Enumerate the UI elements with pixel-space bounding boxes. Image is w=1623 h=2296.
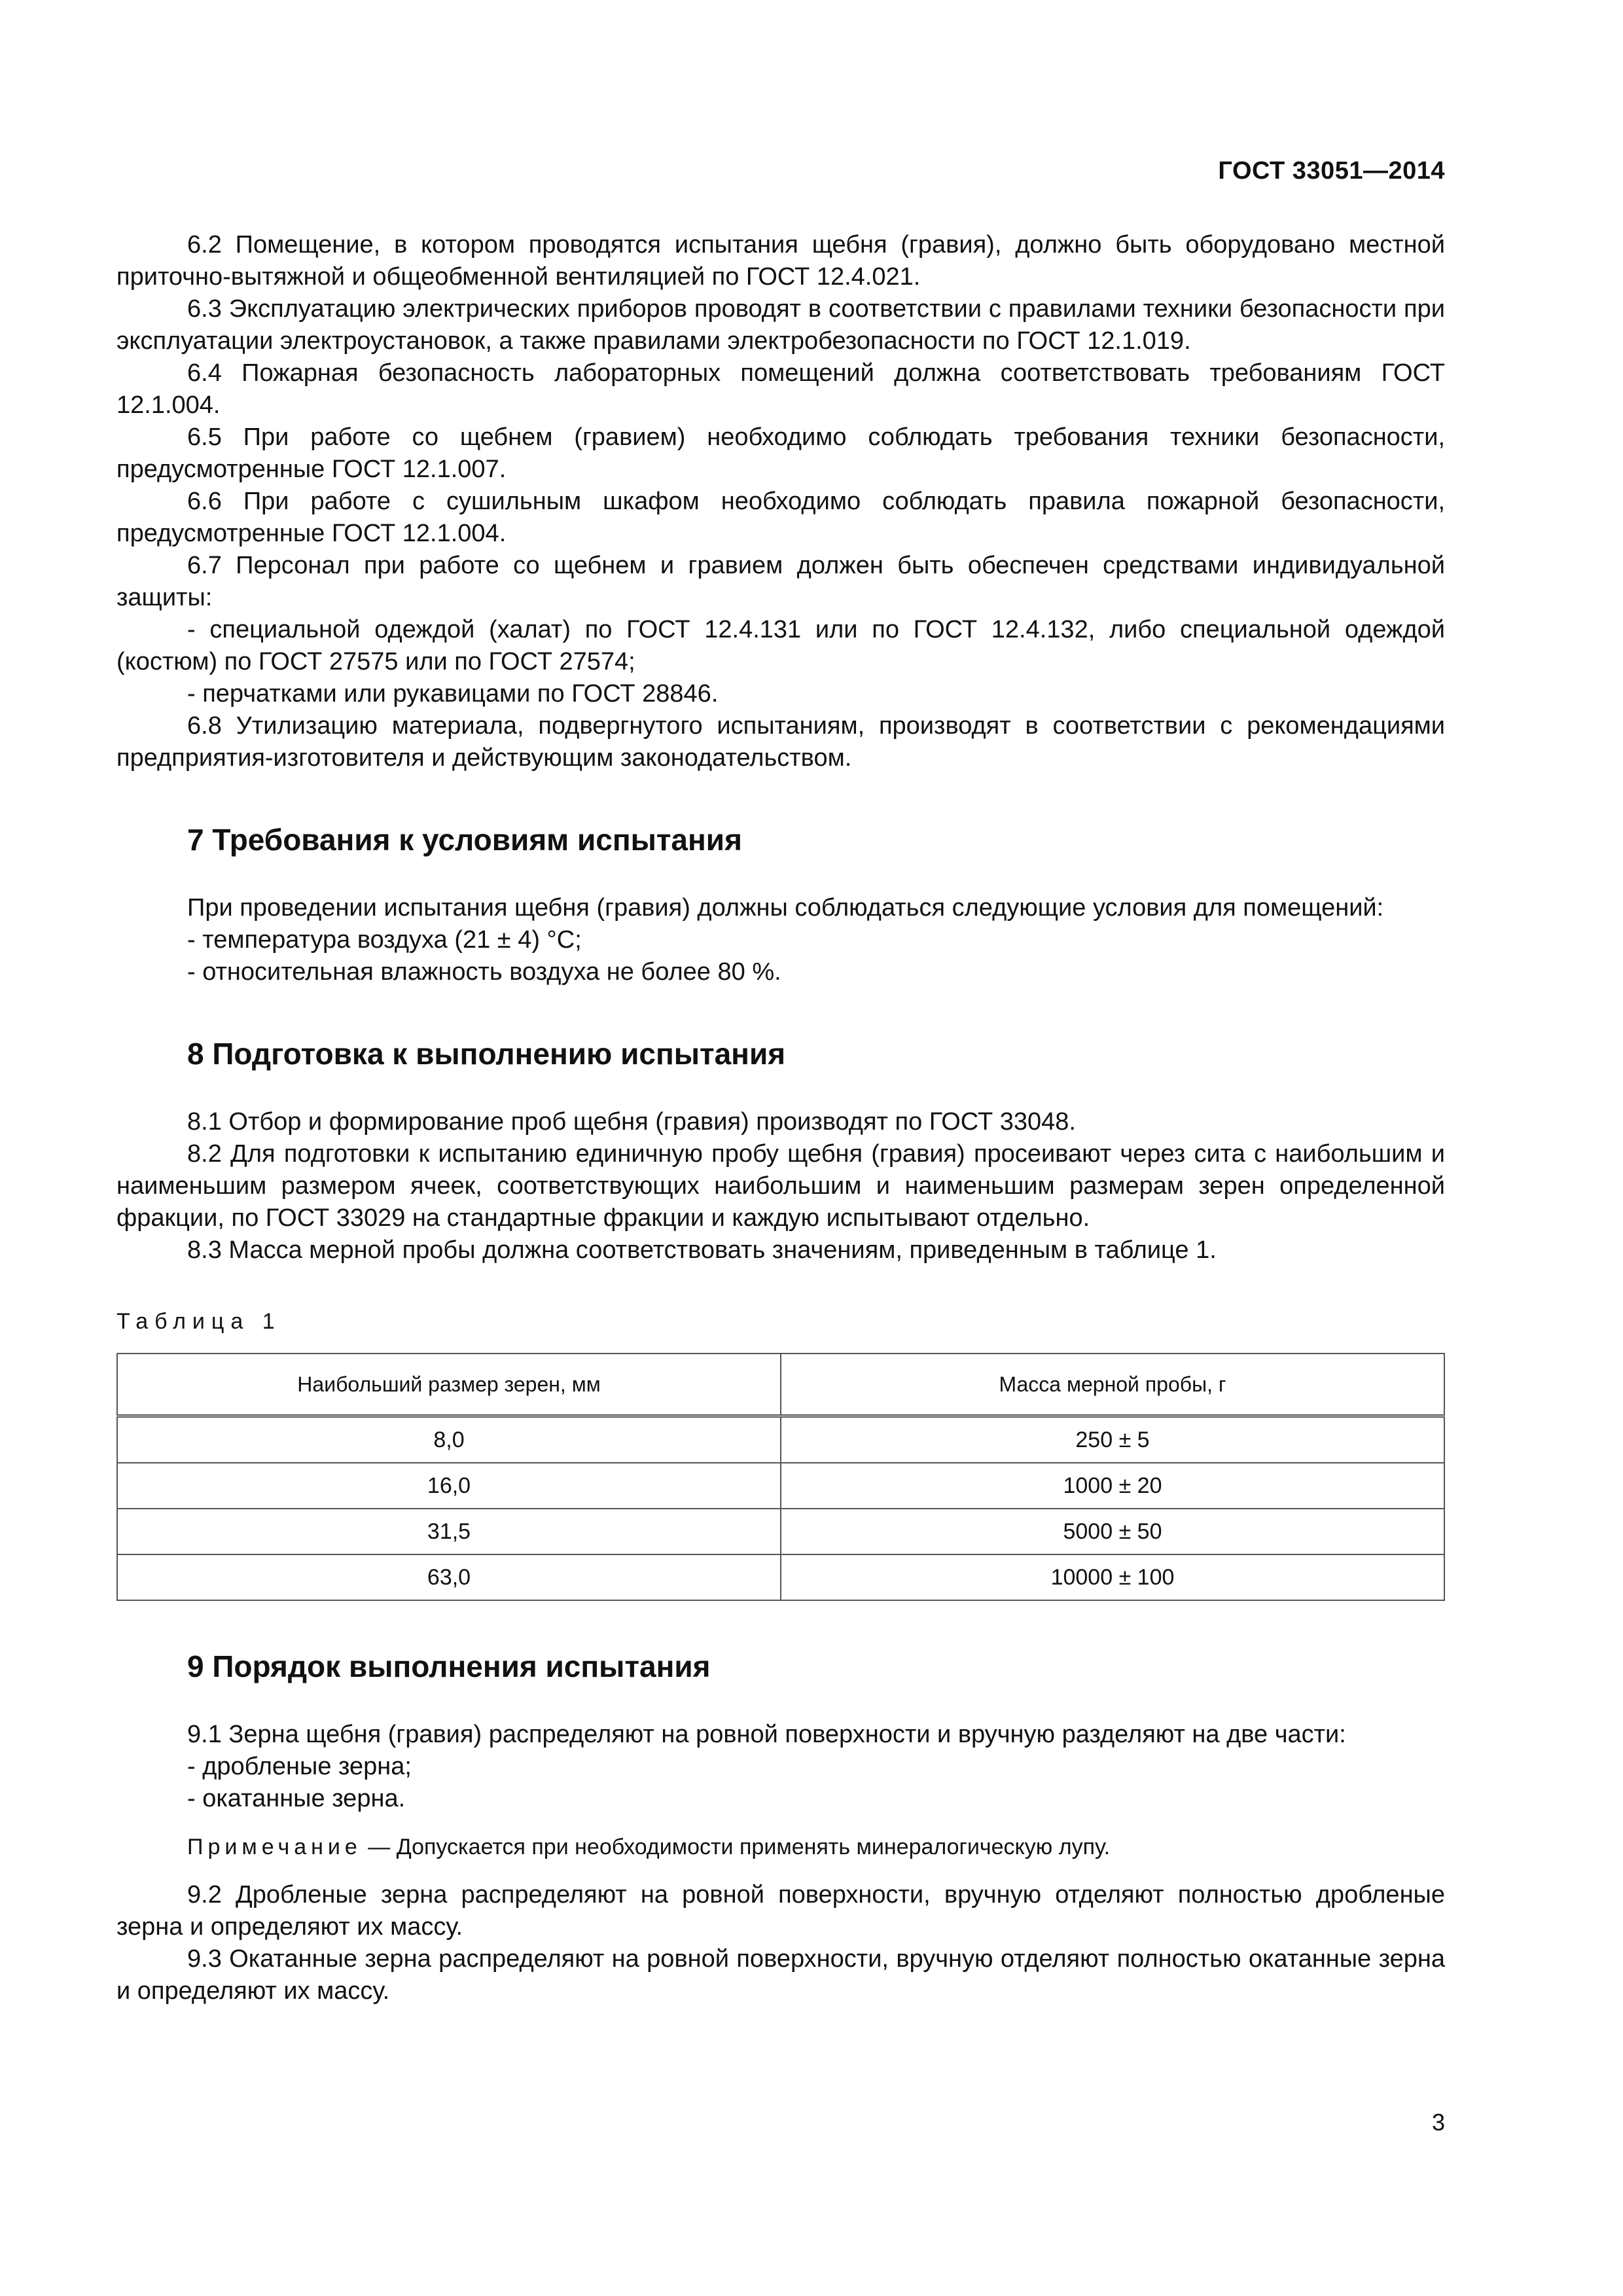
section-7-title: 7 Требования к условиям испытания	[187, 823, 742, 857]
note-text: — Допускается при необходимости применять минералогическую лупу.	[361, 1835, 1111, 1859]
list-item-rounded-grains: - окатанные зерна.	[187, 1785, 406, 1812]
grain-size-cell: 31,5	[117, 1509, 781, 1554]
paragraph-8-3: 8.3 Масса мерной пробы должна соответствовать значениям, приведенным в таблице 1.	[187, 1236, 1217, 1264]
header-grain-size: Наибольший размер зерен, мм	[117, 1354, 781, 1416]
sample-mass-cell: 10000 ± 100	[781, 1554, 1444, 1600]
paragraph-9-3: 9.3 Окатанные зерна распределяют на ровной поверхности, вручную отделяют полностью окатанные зерна и определяют их массу.	[116, 1945, 1445, 2005]
grain-size-cell: 63,0	[117, 1554, 781, 1600]
list-item-crushed-grains: - дробленые зерна;	[187, 1753, 412, 1780]
section-7-intro: При проведении испытания щебня (гравия) должны соблюдаться следующие условия для помещений:	[187, 894, 1384, 922]
table-header-row	[117, 1354, 1444, 1416]
sample-mass-cell: 5000 ± 50	[781, 1509, 1444, 1554]
paragraph-9-2: 9.2 Дробленые зерна распределяют на ровной поверхности, вручную отделяют полностью дробленые зерна и определяют их массу.	[116, 1881, 1445, 1941]
note-label: Примечание	[187, 1835, 362, 1859]
paragraph-6-6: 6.6 При работе с сушильным шкафом необходимо соблюдать правила пожарной безопасности, предусмотренные ГОСТ 12.1.004.	[116, 488, 1445, 547]
sample-mass-table	[116, 1353, 1445, 1601]
paragraph-8-1: 8.1 Отбор и формирование проб щебня (гравия) производят по ГОСТ 33048.	[187, 1108, 1076, 1136]
paragraph-6-8: 6.8 Утилизацию материала, подвергнутого испытаниям, производят в соответствии с рекомендациями предприятия-изготовителя и действующим законодательством.	[116, 712, 1445, 772]
grain-size-cell: 16,0	[117, 1463, 781, 1509]
paragraph-6-4: 6.4 Пожарная безопасность лабораторных помещений должна соответствовать требованиям ГОСТ 12.1.004.	[116, 359, 1445, 419]
table-row	[117, 1416, 1444, 1463]
note	[116, 1832, 1445, 1862]
page-number: 3	[1431, 2109, 1445, 2136]
condition-humidity: - относительная влажность воздуха не более 80 %.	[187, 958, 781, 986]
paragraph-6-2: 6.2 Помещение, в котором проводятся испытания щебня (гравия), должно быть оборудовано местной приточно-вытяжной и общеобменной вентиляцией по ГОСТ 12.4.021.	[116, 231, 1445, 291]
sample-mass-cell: 1000 ± 20	[781, 1463, 1444, 1509]
table-row	[117, 1509, 1444, 1554]
paragraph-6-5: 6.5 При работе со щебнем (гравием) необходимо соблюдать требования техники безопасности, предусмотренные ГОСТ 12.1.007.	[116, 423, 1445, 483]
header-sample-mass: Масса мерной пробы, г	[781, 1354, 1444, 1416]
document-number: ГОСТ 33051—2014	[1218, 157, 1445, 185]
paragraph-6-3: 6.3 Эксплуатацию электрических приборов проводят в соответствии с правилами техники безопасности при эксплуатации электроустановок, а также правилами электробезопасности по ГОСТ 12.1.019.	[116, 295, 1445, 355]
table-caption: Таблица 1	[116, 1309, 281, 1334]
paragraph-6-7: 6.7 Персонал при работе со щебнем и гравием должен быть обеспечен средствами индивидуальной защиты:	[116, 552, 1445, 611]
page-content	[116, 229, 1445, 2007]
list-item-gloves: - перчатками или рукавицами по ГОСТ 28846.	[187, 680, 719, 708]
table-row	[117, 1463, 1444, 1509]
section-9-title: 9 Порядок выполнения испытания	[187, 1649, 711, 1683]
paragraph-8-2: 8.2 Для подготовки к испытанию единичную пробу щебня (гравия) просеивают через сита с наибольшим и наименьшим размером ячеек, соответствующих наибольшим и наименьшим размерам зерен определенной фракции, по ГОСТ 33029 на стандартные фракции и каждую испытывают отдельно.	[116, 1140, 1445, 1232]
section-8-title: 8 Подготовка к выполнению испытания	[187, 1037, 786, 1071]
table-row	[117, 1554, 1444, 1600]
list-item-protective-clothing: - специальной одеждой (халат) по ГОСТ 12.4.131 или по ГОСТ 12.4.132, либо специальной одеждой (костюм) по ГОСТ 27575 или по ГОСТ 27574;	[116, 616, 1445, 675]
grain-size-cell: 8,0	[117, 1416, 781, 1463]
paragraph-9-1: 9.1 Зерна щебня (гравия) распределяют на ровной поверхности и вручную разделяют на две части:	[187, 1721, 1346, 1748]
sample-mass-cell: 250 ± 5	[781, 1416, 1444, 1463]
condition-temperature: - температура воздуха (21 ± 4) °С;	[187, 926, 582, 954]
